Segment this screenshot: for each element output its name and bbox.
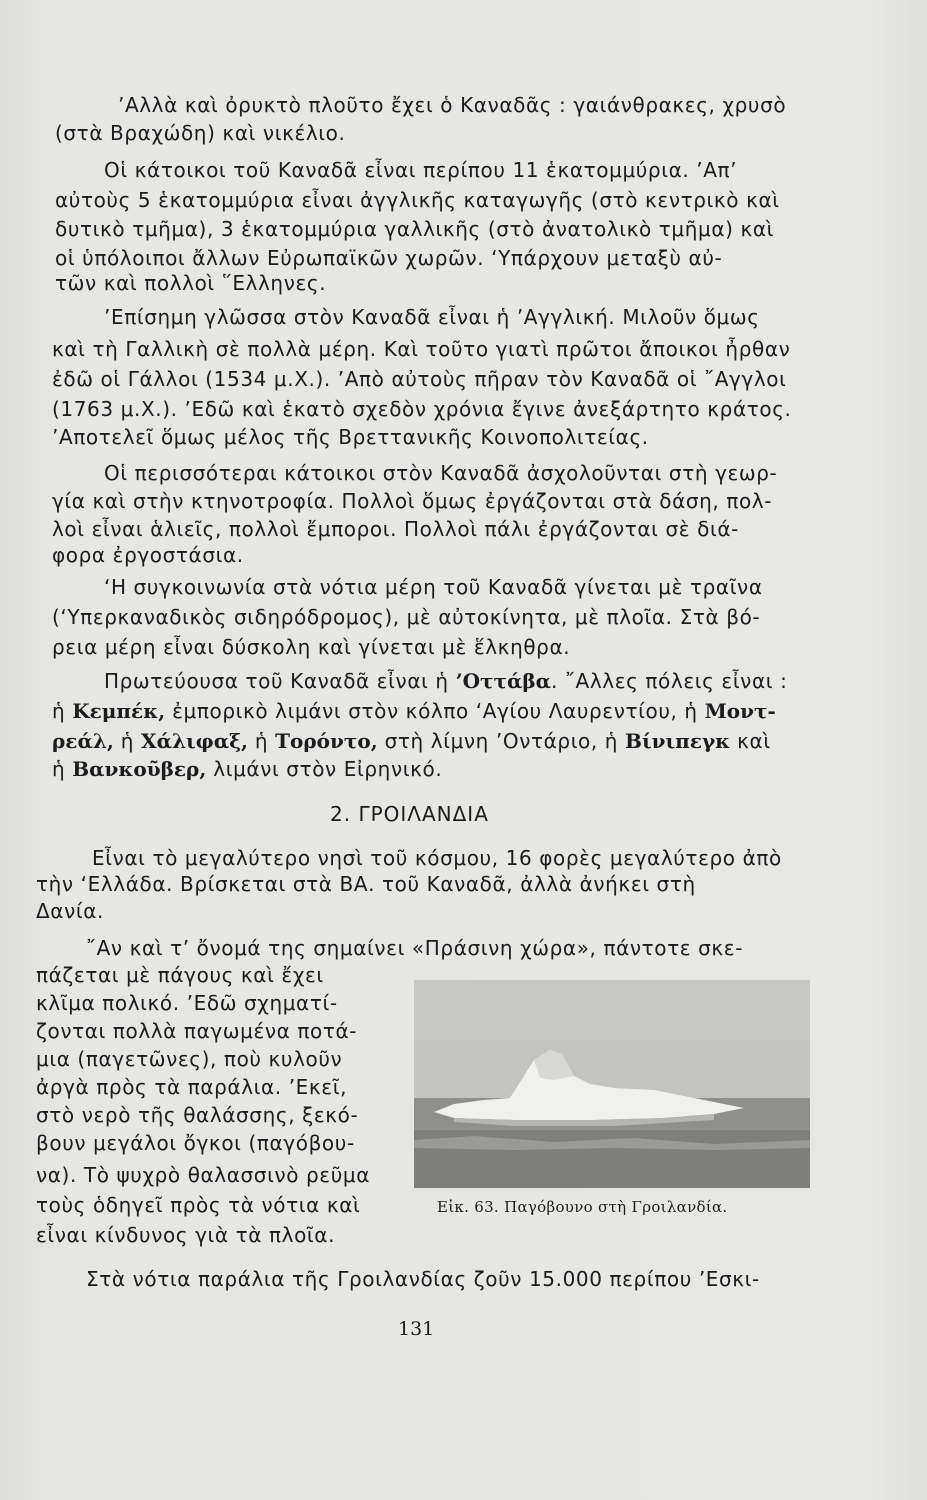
text-line: φορα ἐργοστάσια. xyxy=(52,543,244,567)
text-line xyxy=(52,698,776,724)
text-line: δυτικὸ τμῆμα), 3 ἑκατομμύρια γαλλικῆς (στὸ ἀνατολικὸ τμῆμα) καὶ xyxy=(55,217,775,241)
text-run: ἡ xyxy=(52,699,73,723)
text-line: εἶναι κίνδυνος γιὰ τὰ πλοῖα. xyxy=(36,1223,336,1247)
city-ottawa: ’Οττάβα xyxy=(455,669,552,693)
text-run: ἡ xyxy=(113,729,142,753)
text-line: ζονται πολλὰ παγωμένα ποτά- xyxy=(36,1019,358,1043)
text-line: ἐδῶ οἱ Γάλλοι (1534 μ.Χ.). ’Απὸ αὐτοὺς πῆραν τὸν Καναδᾶ οἱ ῎Αγγλοι xyxy=(52,367,787,391)
text-line: ρεια μέρη εἶναι δύσκολη καὶ γίνεται μὲ ἕλκηθρα. xyxy=(52,635,571,659)
text-run: ἡ xyxy=(52,757,73,781)
text-line xyxy=(104,668,787,694)
text-line: (1763 μ.Χ.). ’Εδῶ καὶ ἑκατὸ σχεδὸν χρόνια ἔγινε ἀνεξάρτητο κράτος. xyxy=(52,397,792,421)
city-toronto: Τορόντο, xyxy=(275,729,378,753)
city-montreal-cont: ρεάλ, xyxy=(52,729,114,753)
text-line: κλῖμα πολικό. ’Εδῶ σχηματί- xyxy=(36,991,338,1015)
text-line: Στὰ νότια παράλια τῆς Γροιλανδίας ζοῦν 15.000 περίπου ’Εσκι- xyxy=(86,1267,760,1291)
text-line: γία καὶ στὴν κτηνοτροφία. Πολλοὶ ὅμως ἐργάζονται στὰ δάση, πολ- xyxy=(52,489,773,513)
iceberg-illustration xyxy=(414,980,810,1188)
city-halifax: Χάλιφαξ, xyxy=(141,729,248,753)
text-line xyxy=(52,728,771,754)
text-line: καὶ τὴ Γαλλικὴ σὲ πολλὰ μέρη. Καὶ τοῦτο γιατὶ πρῶτοι ἄποικοι ἦρθαν xyxy=(52,337,791,361)
text-line: ἀργὰ πρὸς τὰ παράλια. ’Εκεῖ, xyxy=(36,1075,348,1099)
text-line: Οἱ κάτοικοι τοῦ Καναδᾶ εἶναι περίπου 11 ἑκατομμύρια. ’Απ’ xyxy=(104,158,738,182)
text-line: λοὶ εἶναι ἁλιεῖς, πολλοὶ ἔμποροι. Πολλοὶ πάλι ἐργάζονται σὲ διά- xyxy=(52,517,739,541)
page-number: 131 xyxy=(398,1318,435,1340)
text-run: Πρωτεύουσα τοῦ Καναδᾶ εἶναι ἡ xyxy=(104,669,456,693)
text-line: αὐτοὺς 5 ἑκατομμύρια εἶναι ἀγγλικῆς καταγωγῆς (στὸ κεντρικὸ καὶ xyxy=(55,188,780,212)
text-line: Οἱ περισσότεραι κάτοικοι στὸν Καναδᾶ ἀσχολοῦνται στὴ γεωρ- xyxy=(104,461,778,485)
text-line: ‘Η συγκοινωνία στὰ νότια μέρη τοῦ Καναδᾶ γίνεται μὲ τραῖνα xyxy=(104,575,763,599)
text-line: (‘Υπερκαναδικὸς σιδηρόδρομος), μὲ αὐτοκίνητα, μὲ πλοῖα. Στὰ βό- xyxy=(52,605,761,629)
text-line: μια (παγετῶνες), ποὺ κυλοῦν xyxy=(36,1047,343,1071)
text-line: τοὺς ὁδηγεῖ πρὸς τὰ νότια καὶ xyxy=(36,1193,361,1217)
city-quebec: Κεμπέκ, xyxy=(72,699,166,723)
city-montreal: Μοντ- xyxy=(704,699,776,723)
text-line: τὴν ‘Ελλάδα. Βρίσκεται στὰ ΒΑ. τοῦ Καναδᾶ, ἀλλὰ ἀνήκει στὴ xyxy=(36,872,696,896)
text-line: τῶν καὶ πολλοὶ ῞Ελληνες. xyxy=(55,271,327,295)
text-run: ἡ xyxy=(247,729,276,753)
text-line: οἱ ὑπόλοιποι ἄλλων Εὐρωπαϊκῶν χωρῶν. ‘Υπάρχουν μεταξὺ αὐ- xyxy=(55,246,723,270)
text-line: Δανία. xyxy=(36,899,104,923)
text-run: καὶ xyxy=(730,729,771,753)
text-line: ’Αποτελεῖ ὅμως μέλος τῆς Βρεττανικῆς Κοινοπολιτείας. xyxy=(52,425,649,449)
text-line: ’Αλλὰ καὶ ὀρυκτὸ πλοῦτο ἔχει ὁ Καναδᾶς : γαιάνθρακες, χρυσὸ xyxy=(118,93,787,117)
city-winnipeg: Βίνιπεγκ xyxy=(625,729,731,753)
text-line: ’Επίσημη γλῶσσα στὸν Καναδᾶ εἶναι ἡ ’Αγγλική. Μιλοῦν ὅμως xyxy=(104,305,760,329)
text-line: (στὰ Βραχώδη) καὶ νικέλιο. xyxy=(55,121,346,145)
figure-caption: Εἰκ. 63. Παγόβουνο στὴ Γροιλανδία. xyxy=(437,1198,728,1216)
iceberg-photo xyxy=(414,980,810,1188)
text-run: . ῎Αλλες πόλεις εἶναι : xyxy=(551,669,788,693)
text-line: Εἶναι τὸ μεγαλύτερο νησὶ τοῦ κόσμου, 16 φορὲς μεγαλύτερο ἀπὸ xyxy=(92,846,782,870)
section-heading: 2. ΓΡΟΙΛΑΝΔΙΑ xyxy=(330,802,489,826)
text-line: στὸ νερὸ τῆς θαλάσσης, ξεκό- xyxy=(36,1103,359,1127)
city-vancouver: Βανκοῦβερ, xyxy=(72,757,207,781)
text-run: στὴ λίμνη ’Οντάριο, ἡ xyxy=(377,729,626,753)
text-line: ῎Αν καὶ τ’ ὄνομά της σημαίνει «Πράσινη χώρα», πάντοτε σκε- xyxy=(86,936,744,960)
text-line xyxy=(52,756,442,782)
text-line: βουν μεγάλοι ὄγκοι (παγόβου- xyxy=(36,1131,355,1155)
text-line: πάζεται μὲ πάγους καὶ ἔχει xyxy=(36,963,324,987)
text-run: λιμάνι στὸν Εἰρηνικό. xyxy=(206,757,443,781)
text-line: να). Τὸ ψυχρὸ θαλασσινὸ ρεῦμα xyxy=(36,1163,371,1187)
text-run: ἐμπορικὸ λιμάνι στὸν κόλπο ‘Αγίου Λαυρεντίου, ἡ xyxy=(165,699,705,723)
